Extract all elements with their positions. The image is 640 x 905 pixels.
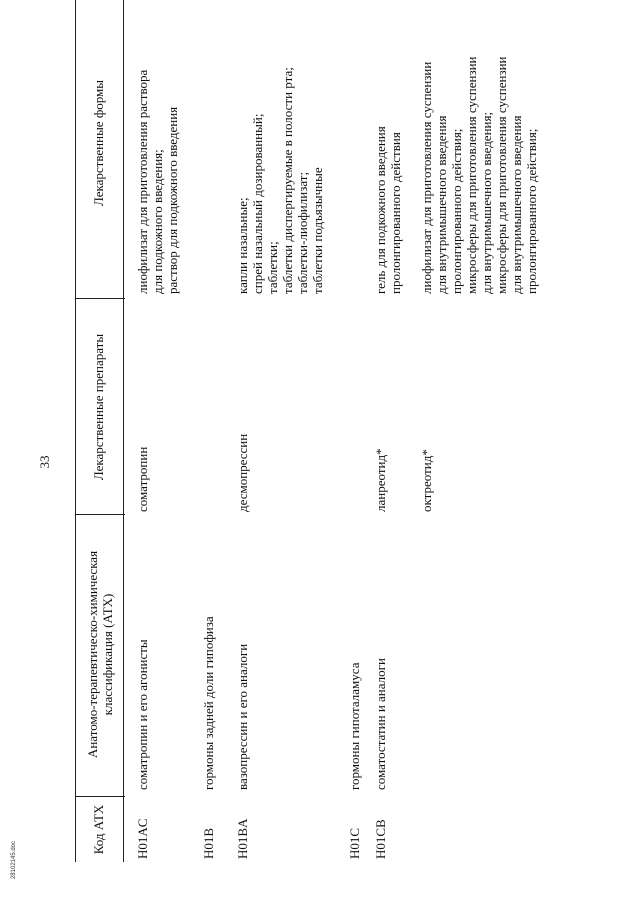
row-code: H01BA [235,818,250,859]
header-divider [123,0,124,862]
row-forms: гель для подкожного введения пролонгированного действия [373,126,403,294]
row-drug: десмопрессин [235,433,250,512]
row-class: гормоны гипоталамуса [347,662,362,790]
page-number: 33 [37,455,52,469]
row-code: H01CB [373,819,388,859]
table-top-border [75,0,76,862]
row-forms: капли назальные; спрей назальный дозированный; таблетки; таблетки диспергируемые в полости рта; таблетки-лиофилизат; таблетки подъязычные [235,67,325,294]
header-classification: Анатомо-терапевтическо-химическая классификация (АТХ) [85,550,115,759]
header-forms: Лекарственные формы [91,79,106,207]
row-class: вазопрессин и его аналоги [235,643,250,790]
row-code: H01B [201,827,216,859]
atc-table [75,0,630,862]
header-code: Код АТХ [91,804,106,855]
row-forms: лиофилизат для приготовления суспензии для внутримышечного введения пролонгированного действия; микросферы для приготовления суспензии для внутримышечного введения; микросферы для приготовления суспензии для внутримышечного введения пролонгированного действия; [419,56,539,294]
row-code: H01AC [135,818,150,859]
row-class: гормоны задней доли гипофиза [201,616,216,790]
row-drug: ланреотид* [373,448,388,512]
row-drug: соматропин [135,446,150,512]
row-forms: лиофилизат для приготовления раствора для подкожного введения; раствор для подкожного введения [135,69,180,294]
row-drug: октреотид* [419,449,434,512]
row-code: H01C [347,827,362,859]
row-class: соматропин и его агонисты [135,639,150,790]
document-reference: 28102145.doc [11,840,17,880]
header-drugs: Лекарственные препараты [91,333,106,481]
row-class: соматостатин и аналоги [373,658,388,790]
